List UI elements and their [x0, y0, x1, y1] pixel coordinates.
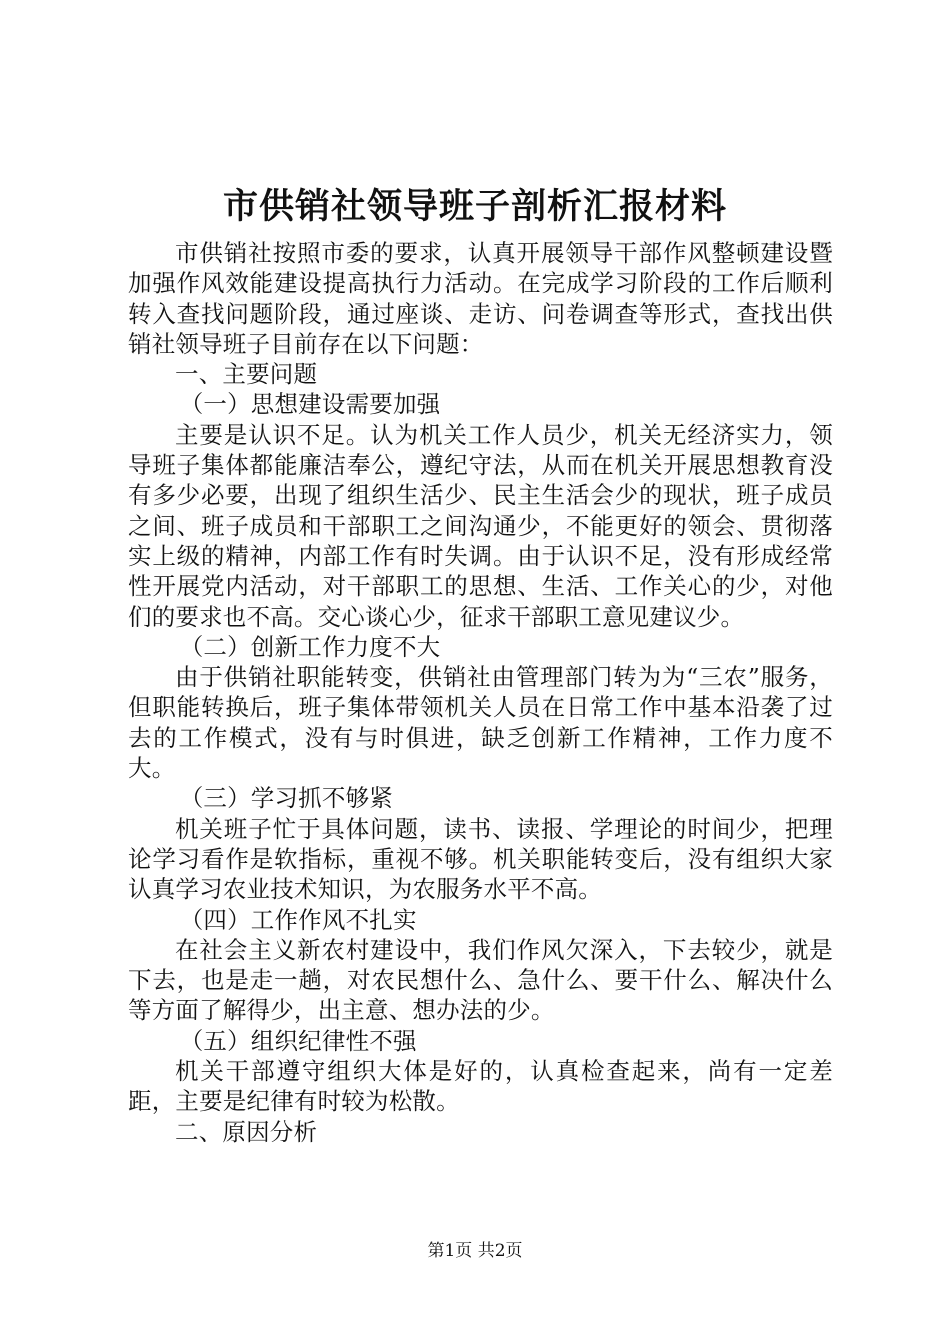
paragraph-innovation: 由于供销社职能转变，供销社由管理部门转为为“三农”服务，但职能转换后，班子集体带领机关人员在日常工作中基本沿袭了过去的工作模式，没有与时俱进，缺乏创新工作精神，工作力度不大。: [128, 663, 833, 783]
subsection-heading-4: （四）工作作风不扎实: [179, 905, 417, 934]
paragraph-ideology: 主要是认识不足。认为机关工作人员少，机关无经济实力，领导班子集体都能廉洁奉公，遵纪守法，从而在机关开展思想教育没有多少必要，出现了组织生活少、民主生活会少的现状，班子成员之间、班子成员和干部职工之间沟通少，不能更好的领会、贯彻落实上级的精神，内部工作有时失调。由于认识不足，没有形成经常性开展党内活动，对干部职工的思想、生活、工作关心的少，对他们的要求也不高。交心谈心少，征求干部职工意见建议少。: [128, 420, 833, 631]
document-title: 市供销社领导班子剖析汇报材料: [222, 186, 727, 227]
document-body: [128, 238, 833, 1147]
subsection-heading-5: （五）组织纪律性不强: [179, 1026, 417, 1055]
page-number-footer: 第1页 共2页: [427, 1241, 523, 1261]
subsection-heading-2: （二）创新工作力度不大: [179, 632, 441, 661]
paragraph-intro: 市供销社按照市委的要求，认真开展领导干部作风整顿建设暨加强作风效能建设提高执行力活动。在完成学习阶段的工作后顺利转入查找问题阶段，通过座谈、走访、问卷调查等形式，查找出供销社领导班子目前存在以下问题：: [128, 239, 833, 358]
section-heading-main-problems: 一、主要问题: [175, 360, 318, 389]
section-heading-cause-analysis: 二、原因分析: [175, 1117, 318, 1146]
paragraph-learning: 机关班子忙于具体问题，读书、读报、学理论的时间少，把理论学习看作是软指标，重视不够。机关职能转变后，没有组织大家认真学习农业技术知识，为农服务水平不高。: [128, 814, 833, 904]
paragraph-discipline: 机关干部遵守组织大体是好的，认真检查起来，尚有一定差距，主要是纪律有时较为松散。: [128, 1057, 833, 1116]
subsection-heading-1: （一）思想建设需要加强: [179, 390, 441, 419]
paragraph-work-style: 在社会主义新农村建设中，我们作风欠深入，下去较少，就是下去，也是走一趟，对农民想什么、急什么、要干什么、解决什么等方面了解得少，出主意、想办法的少。: [128, 935, 833, 1025]
subsection-heading-3: （三）学习抓不够紧: [179, 784, 393, 813]
